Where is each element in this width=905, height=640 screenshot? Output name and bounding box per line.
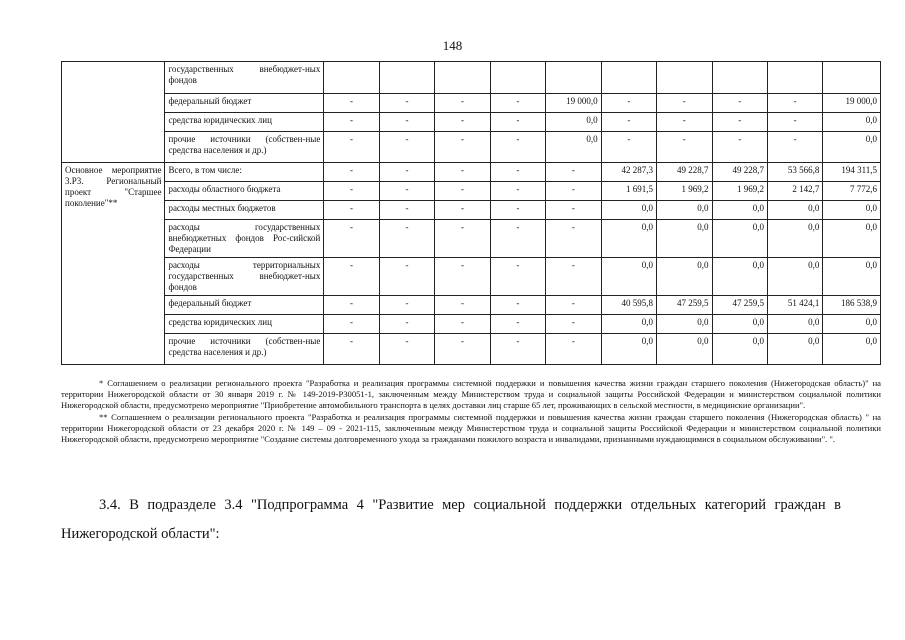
value-cell: - (601, 113, 656, 132)
value-cell: 0,0 (657, 258, 712, 296)
value-cell (823, 62, 881, 94)
table-row (62, 296, 881, 315)
value-cell: - (546, 163, 601, 182)
value-cell: - (379, 296, 434, 315)
value-cell: 19 000,0 (546, 94, 601, 113)
value-cell: - (435, 201, 490, 220)
value-cell: - (601, 94, 656, 113)
value-cell: - (490, 94, 545, 113)
source-cell: прочие источники (собствен-ные средства населения и др.) (165, 132, 324, 163)
value-cell: 0,0 (823, 258, 881, 296)
value-cell: - (657, 94, 712, 113)
value-cell: 1 969,2 (712, 182, 767, 201)
value-cell: - (435, 113, 490, 132)
value-cell: 0,0 (767, 220, 822, 258)
value-cell: - (490, 334, 545, 365)
value-cell: 194 311,5 (823, 163, 881, 182)
table-row (62, 258, 881, 296)
value-cell: - (435, 220, 490, 258)
value-cell: - (379, 132, 434, 163)
value-cell: - (712, 132, 767, 163)
source-cell: Всего, в том числе: (165, 163, 324, 182)
value-cell (767, 62, 822, 94)
value-cell (601, 62, 656, 94)
value-cell: - (435, 94, 490, 113)
value-cell: - (435, 132, 490, 163)
value-cell: - (767, 113, 822, 132)
value-cell: 0,0 (601, 220, 656, 258)
value-cell: - (490, 201, 545, 220)
value-cell (435, 62, 490, 94)
value-cell: - (546, 258, 601, 296)
value-cell: - (712, 113, 767, 132)
table-row (62, 315, 881, 334)
value-cell: - (379, 201, 434, 220)
value-cell: - (324, 132, 379, 163)
source-cell: расходы областного бюджета (165, 182, 324, 201)
source-cell: федеральный бюджет (165, 94, 324, 113)
value-cell (379, 62, 434, 94)
value-cell: 186 538,9 (823, 296, 881, 315)
table-row (62, 132, 881, 163)
value-cell: 49 228,7 (657, 163, 712, 182)
footnotes (61, 378, 881, 445)
source-cell: расходы государственных внебюджетных фондов Рос-сийской Федерации (165, 220, 324, 258)
value-cell: - (435, 182, 490, 201)
value-cell: 0,0 (657, 220, 712, 258)
value-cell: 2 142,7 (767, 182, 822, 201)
value-cell: - (490, 132, 545, 163)
value-cell: - (712, 94, 767, 113)
table-row (62, 113, 881, 132)
value-cell: 42 287,3 (601, 163, 656, 182)
table-row (62, 94, 881, 113)
value-cell: 0,0 (712, 201, 767, 220)
activity-cell (62, 62, 165, 163)
source-cell: расходы территориальных государственных внебюджет-ных фондов (165, 258, 324, 296)
value-cell: - (490, 296, 545, 315)
value-cell: 1 969,2 (657, 182, 712, 201)
value-cell: 0,0 (767, 201, 822, 220)
value-cell: 0,0 (767, 315, 822, 334)
value-cell: 0,0 (712, 258, 767, 296)
value-cell: - (324, 113, 379, 132)
paragraph-text: 3.4. В подразделе 3.4 "Подпрограмма 4 "Развитие мер социальной поддержки отдельных категорий граждан в Нижегородской области": (61, 497, 841, 542)
value-cell: - (546, 334, 601, 365)
value-cell: - (379, 258, 434, 296)
value-cell: - (490, 258, 545, 296)
footnote-1: * Соглашением о реализации регионального проекта "Разработка и реализация программы системной поддержки и повышения качества жизни граждан старшего поколения (Нижегородская область)" на территории Нижегородской области от 30 января 2019 г. № 149-2019-P30051-1, заключенным между Министерством труда и социальной защиты Российской Федерации и министерством социальной политики Нижегородской области, предусмотрено мероприятие "Приобретение автомобильного транспорта в целях доставки лиц старше 65 лет, проживающих в сельской местности, в медицинские организации". (61, 378, 881, 411)
source-cell: федеральный бюджет (165, 296, 324, 315)
value-cell: - (379, 220, 434, 258)
value-cell (546, 62, 601, 94)
source-cell: средства юридических лиц (165, 315, 324, 334)
value-cell: - (324, 220, 379, 258)
value-cell: 0,0 (657, 201, 712, 220)
value-cell: - (379, 113, 434, 132)
value-cell: - (435, 315, 490, 334)
value-cell: - (324, 315, 379, 334)
value-cell: 51 424,1 (767, 296, 822, 315)
value-cell: 0,0 (823, 113, 881, 132)
value-cell: 0,0 (712, 334, 767, 365)
value-cell: - (490, 220, 545, 258)
value-cell: - (546, 220, 601, 258)
value-cell: 0,0 (823, 132, 881, 163)
source-cell: прочие источники (собствен-ные средства населения и др.) (165, 334, 324, 365)
table-row (62, 201, 881, 220)
value-cell: - (601, 132, 656, 163)
value-cell: - (657, 132, 712, 163)
value-cell: 0,0 (657, 315, 712, 334)
value-cell: - (435, 163, 490, 182)
value-cell: 0,0 (767, 258, 822, 296)
value-cell: - (379, 163, 434, 182)
table-row (62, 220, 881, 258)
value-cell: 40 595,8 (601, 296, 656, 315)
value-cell: - (324, 296, 379, 315)
value-cell: 19 000,0 (823, 94, 881, 113)
table-row (62, 62, 881, 94)
source-cell: государственных внебюджет-ных фондов (165, 62, 324, 94)
value-cell: - (435, 334, 490, 365)
value-cell: 49 228,7 (712, 163, 767, 182)
value-cell: 0,0 (823, 334, 881, 365)
value-cell: 0,0 (712, 315, 767, 334)
value-cell: - (490, 182, 545, 201)
budget-table (61, 61, 881, 365)
table-row (62, 182, 881, 201)
source-cell: расходы местных бюджетов (165, 201, 324, 220)
value-cell: 7 772,6 (823, 182, 881, 201)
value-cell (490, 62, 545, 94)
value-cell: - (767, 132, 822, 163)
value-cell: 0,0 (823, 315, 881, 334)
section-paragraph (61, 491, 841, 549)
value-cell: - (490, 113, 545, 132)
table-row (62, 163, 881, 182)
value-cell: 0,0 (546, 113, 601, 132)
value-cell: - (657, 113, 712, 132)
value-cell (657, 62, 712, 94)
value-cell: - (490, 315, 545, 334)
value-cell: - (546, 182, 601, 201)
value-cell: 0,0 (546, 132, 601, 163)
table-row (62, 334, 881, 365)
value-cell: 0,0 (601, 258, 656, 296)
value-cell (324, 62, 379, 94)
value-cell: - (379, 182, 434, 201)
value-cell: - (324, 182, 379, 201)
page-number: 148 (442, 38, 463, 53)
value-cell: 0,0 (823, 220, 881, 258)
value-cell: 0,0 (601, 315, 656, 334)
source-cell: средства юридических лиц (165, 113, 324, 132)
value-cell: - (324, 258, 379, 296)
value-cell: - (546, 201, 601, 220)
value-cell: - (767, 94, 822, 113)
value-cell: - (546, 315, 601, 334)
value-cell: 0,0 (601, 334, 656, 365)
value-cell: - (379, 94, 434, 113)
value-cell: - (546, 296, 601, 315)
activity-cell: Основное мероприятие 3.P3. Региональный проект "Старшее поколение"** (62, 163, 165, 365)
value-cell: 0,0 (823, 201, 881, 220)
value-cell: 0,0 (601, 201, 656, 220)
value-cell: - (324, 201, 379, 220)
value-cell: - (379, 315, 434, 334)
value-cell (712, 62, 767, 94)
footnote-2: ** Соглашением о реализации регионального проекта "Разработка и реализация программы системной поддержки и повышения качества жизни граждан старшего поколения (Нижегородская область) " на территории Нижегородской области от 23 декабря 2020 г. № 149 – 09 - 2021-115, заключенным между Министерством труда и социальной защиты Российской Федерации и министерством социальной политики Нижегородской области, предусмотрено мероприятие "Создание системы долговременного ухода за гражданами пожилого возраста и инвалидами, признанными нуждающимися в социальном обслуживании". ". (61, 411, 881, 445)
value-cell: - (324, 163, 379, 182)
value-cell: 0,0 (657, 334, 712, 365)
value-cell: 0,0 (712, 220, 767, 258)
value-cell: 1 691,5 (601, 182, 656, 201)
value-cell: 47 259,5 (657, 296, 712, 315)
value-cell: - (490, 163, 545, 182)
value-cell: - (435, 258, 490, 296)
value-cell: 53 566,8 (767, 163, 822, 182)
value-cell: 47 259,5 (712, 296, 767, 315)
value-cell: - (379, 334, 434, 365)
value-cell: - (435, 296, 490, 315)
value-cell: 0,0 (767, 334, 822, 365)
value-cell: - (324, 334, 379, 365)
value-cell: - (324, 94, 379, 113)
